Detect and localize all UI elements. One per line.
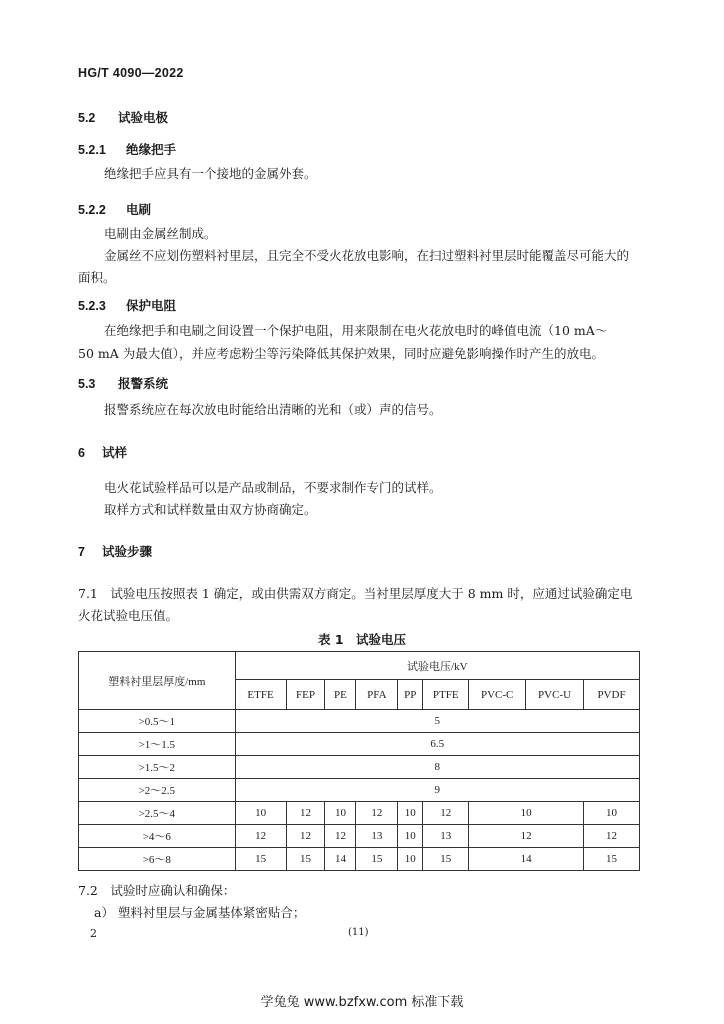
- paragraph: 取样方式和试样数量由双方协商确定。: [104, 502, 317, 517]
- section-6-heading: [78, 443, 127, 461]
- voltage-cell: 10: [469, 802, 584, 825]
- table-row: [79, 779, 640, 802]
- thickness-cell: >1.5～2: [79, 756, 236, 779]
- thickness-cell: >0.5～1: [79, 710, 236, 733]
- section-number: 5.2: [78, 111, 96, 125]
- voltage-cell: 12: [286, 825, 325, 848]
- thickness-cell: >6～8: [79, 848, 236, 871]
- voltage-cell: 10: [398, 825, 423, 848]
- voltage-cell: 12: [325, 825, 356, 848]
- section-number: 5.3: [78, 377, 96, 391]
- table-row: [79, 848, 640, 871]
- table-caption: 表 1 试验电压: [317, 632, 407, 647]
- section-title: 绝缘把手: [126, 142, 177, 157]
- paragraph: 绝缘把手应具有一个接地的金属外套。: [104, 166, 317, 181]
- voltage-cell: 12: [469, 825, 584, 848]
- header-material: PP: [398, 680, 423, 710]
- header-material: ETFE: [235, 680, 286, 710]
- voltage-cell: 12: [356, 802, 398, 825]
- table-row: [79, 756, 640, 779]
- voltage-cell: 13: [356, 825, 398, 848]
- thickness-cell: >1～1.5: [79, 733, 236, 756]
- section-5-3-heading: [78, 374, 168, 392]
- page-mark: (11): [348, 927, 369, 938]
- voltage-cell: 14: [325, 848, 356, 871]
- voltage-cell: 15: [356, 848, 398, 871]
- section-5-2-1-heading: [78, 140, 176, 158]
- header-material: PVC-U: [526, 680, 584, 710]
- paragraph: 电刷由金属丝制成。: [104, 226, 217, 241]
- section-5-2-3-heading: [78, 296, 176, 314]
- clause-7-2-line: 7.2 试验时应确认和确保：: [78, 883, 236, 898]
- voltage-cell: 12: [423, 802, 469, 825]
- clause-7-1-line: 7.1 试验电压按照表 1 确定，或由供需双方商定。当衬里层厚度大于 8 mm 时，应通过试验确定电: [78, 586, 633, 601]
- voltage-cell: 12: [286, 802, 325, 825]
- table-row: [79, 733, 640, 756]
- paragraph-line: 50 mA 为最大值），并应考虑粉尘等污染降低其保护效果，同时应避免影响操作时产生的放电。: [78, 346, 604, 361]
- voltage-cell: 15: [584, 848, 640, 871]
- thickness-cell: >2～2.5: [79, 779, 236, 802]
- table-row: [79, 710, 640, 733]
- table-header-row: [79, 652, 640, 680]
- section-5-2-2-heading: [78, 200, 151, 218]
- voltage-cell: 10: [584, 802, 640, 825]
- paragraph: 电火花试验样品可以是产品或制品，不要求制作专门的试样。: [104, 480, 442, 495]
- voltage-cell: 10: [398, 848, 423, 871]
- header-material: FEP: [286, 680, 325, 710]
- page-number: 2: [90, 927, 97, 940]
- voltage-cell: 12: [235, 825, 286, 848]
- header-voltage: 试验电压/kV: [235, 652, 639, 680]
- section-7-heading: [78, 542, 152, 560]
- voltage-cell: 15: [286, 848, 325, 871]
- header-material: PVDF: [584, 680, 640, 710]
- section-number: 5.2.1: [78, 143, 106, 157]
- voltage-cell: 14: [469, 848, 584, 871]
- clause-7-1-line: 火花试验电压值。: [78, 608, 179, 623]
- header-material: PE: [325, 680, 356, 710]
- voltage-cell: 10: [398, 802, 423, 825]
- voltage-cell: 15: [423, 848, 469, 871]
- voltage-cell: 8: [235, 756, 639, 779]
- section-number: 7: [78, 545, 85, 559]
- section-5-2-heading: [78, 108, 168, 126]
- paragraph-line: 面积。: [78, 270, 116, 285]
- section-number: 5.2.2: [78, 203, 106, 217]
- voltage-cell: 13: [423, 825, 469, 848]
- footer-watermark: 学兔兔 www.bzfxw.com 标准下载: [260, 995, 464, 1010]
- paragraph-line: 金属丝不应划伤塑料衬里层，且完全不受火花放电影响，在扫过塑料衬里层时能覆盖尽可能大的: [104, 248, 630, 263]
- voltage-cell: 9: [235, 779, 639, 802]
- paragraph: 报警系统应在每次放电时能给出清晰的光和（或）声的信号。: [104, 402, 442, 417]
- section-title: 试验步骤: [102, 544, 153, 559]
- voltage-cell: 5: [235, 710, 639, 733]
- test-voltage-table: [78, 651, 640, 871]
- voltage-cell: 6.5: [235, 733, 639, 756]
- section-title: 保护电阻: [126, 298, 177, 313]
- section-number: 6: [78, 446, 85, 460]
- thickness-cell: >2.5～4: [79, 802, 236, 825]
- section-title: 报警系统: [118, 376, 169, 391]
- voltage-cell: 12: [584, 825, 640, 848]
- header-material: PFA: [356, 680, 398, 710]
- header-material: PVC-C: [469, 680, 526, 710]
- voltage-cell: 10: [325, 802, 356, 825]
- section-title: 试样: [102, 445, 128, 460]
- thickness-cell: >4～6: [79, 825, 236, 848]
- table-row: [79, 802, 640, 825]
- paragraph-line: 在绝缘把手和电刷之间设置一个保护电阻，用来限制在电火花放电时的峰值电流（10 mA～: [104, 323, 608, 338]
- voltage-cell: 15: [235, 848, 286, 871]
- header-material: PTFE: [423, 680, 469, 710]
- section-title: 电刷: [126, 202, 152, 217]
- table-row: [79, 825, 640, 848]
- voltage-cell: 10: [235, 802, 286, 825]
- header-thickness: 塑料衬里层厚度/mm: [79, 652, 236, 710]
- section-title: 试验电极: [118, 110, 169, 125]
- list-item: a） 塑料衬里层与金属基体紧密贴合；: [94, 905, 306, 920]
- document-code: HG/T 4090—2022: [78, 66, 184, 80]
- section-number: 5.2.3: [78, 299, 106, 313]
